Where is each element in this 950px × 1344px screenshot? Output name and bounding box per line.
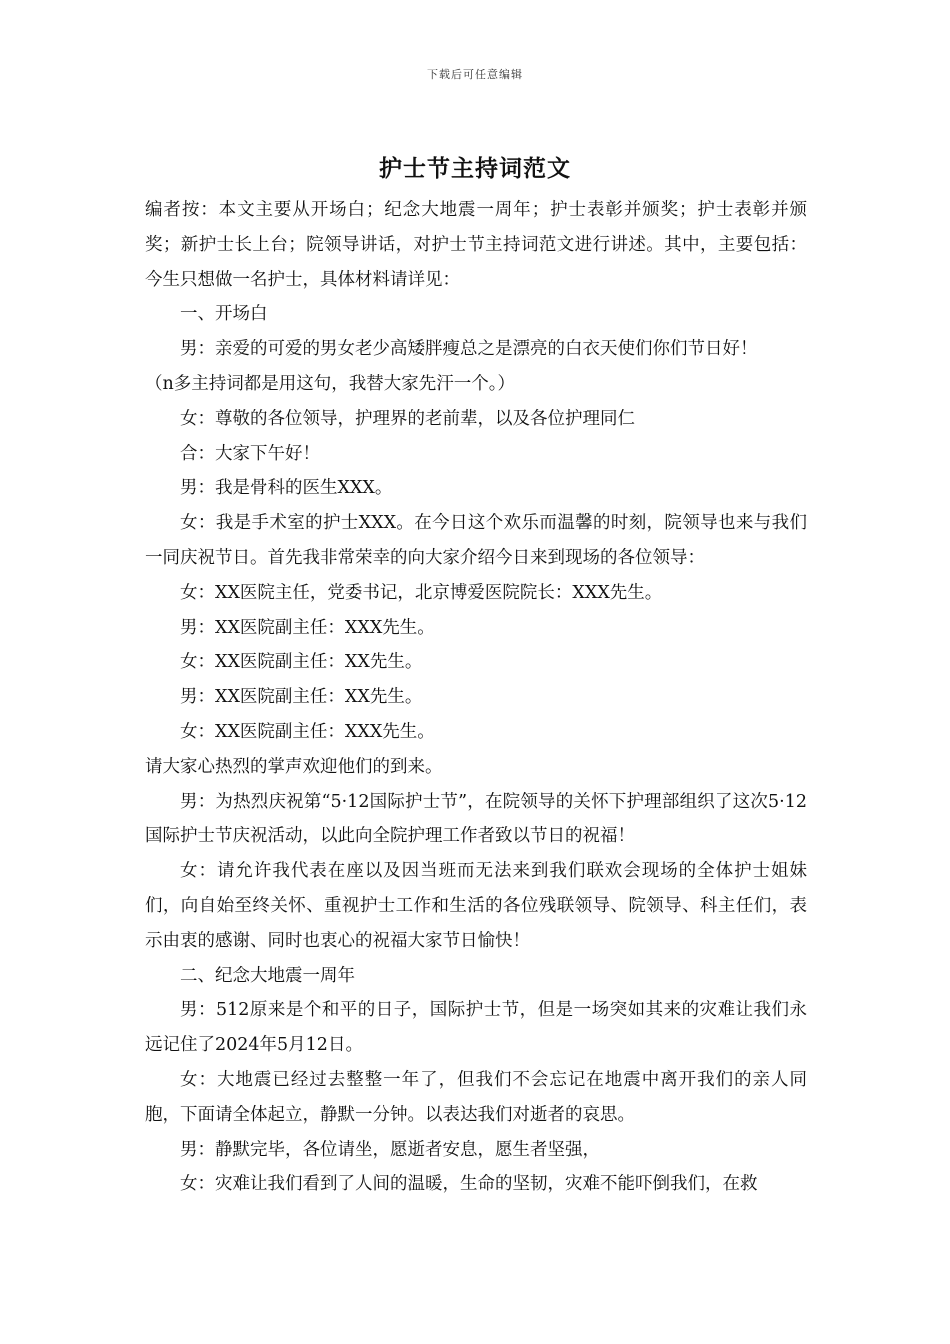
section-heading-opening: 一、开场白 [180,304,268,325]
paragraph: 合：大家下午好！ [180,443,320,464]
paragraph: 女：大地震已经过去整整一年了，但我们不会忘记在地震中离开我们的亲人同胞，下面请全体起立，静默一分钟。以表达我们对逝者的哀思。 [145,1069,807,1125]
paragraph: 女：尊敬的各位领导，护理界的老前辈，以及各位护理同仁 [180,408,635,429]
section-heading-earthquake: 二、纪念大地震一周年 [180,965,355,986]
paragraph: 男：我是骨科的医生XXX。 [180,478,393,499]
paragraph: 男：XX医院副主任：XXX先生。 [180,617,435,638]
paragraph: 请大家心热烈的掌声欢迎他们的到来。 [145,756,443,777]
editor-note-paragraph: 编者按：本文主要从开场白；纪念大地震一周年；护士表彰并颁奖；护士表彰并颁奖；新护士长上台；院领导讲话，对护士节主持词范文进行讲述。其中，主要包括：今生只想做一名护士，具体材料请详见： [145,200,807,290]
paragraph: 女：我是手术室的护士XXX。在今日这个欢乐而温馨的时刻，院领导也来与我们一同庆祝节日。首先我非常荣幸的向大家介绍今日来到现场的各位领导： [145,513,807,568]
paragraph: 男：为热烈庆祝第“5·12国际护士节”，在院领导的关怀下护理部组织了这次5·12国际护士节庆祝活动，以此向全院护理工作者致以节日的祝福！ [145,791,807,847]
paragraph: 男：512原来是个和平的日子，国际护士节，但是一场突如其来的灾难让我们永远记住了2024年5月12日。 [145,1000,807,1056]
header-note: 下载后可任意编辑 [427,68,523,81]
paragraph: 女：灾难让我们看到了人间的温暖，生命的坚韧，灾难不能吓倒我们，在救 [180,1174,758,1195]
paragraph: 男：静默完毕，各位请坐，愿逝者安息，愿生者坚强， [180,1139,600,1160]
paragraph: （n多主持词都是用这句，我替大家先汗一个。） [145,373,516,394]
paragraph: 女：请允许我代表在座以及因当班而无法来到我们联欢会现场的全体护士姐妹们，向自始至终关怀、重视护士工作和生活的各位残联领导、院领导、科主任们，表示由衷的感谢、同时也衷心的祝福大家节日愉快！ [145,861,807,951]
document-body [145,193,807,1202]
paragraph: 女：XX医院副主任：XX先生。 [180,652,423,673]
document-title: 护士节主持词范文 [379,155,571,182]
paragraph: 女：XX医院副主任：XXX先生。 [180,721,435,742]
paragraph: 男：亲爱的可爱的男女老少高矮胖瘦总之是漂亮的白衣天使们你们节日好！ [180,339,758,360]
paragraph: 女：XX医院主任，党委书记，北京博爱医院院长：XXX先生。 [180,582,663,603]
paragraph: 男：XX医院副主任：XX先生。 [180,687,423,708]
